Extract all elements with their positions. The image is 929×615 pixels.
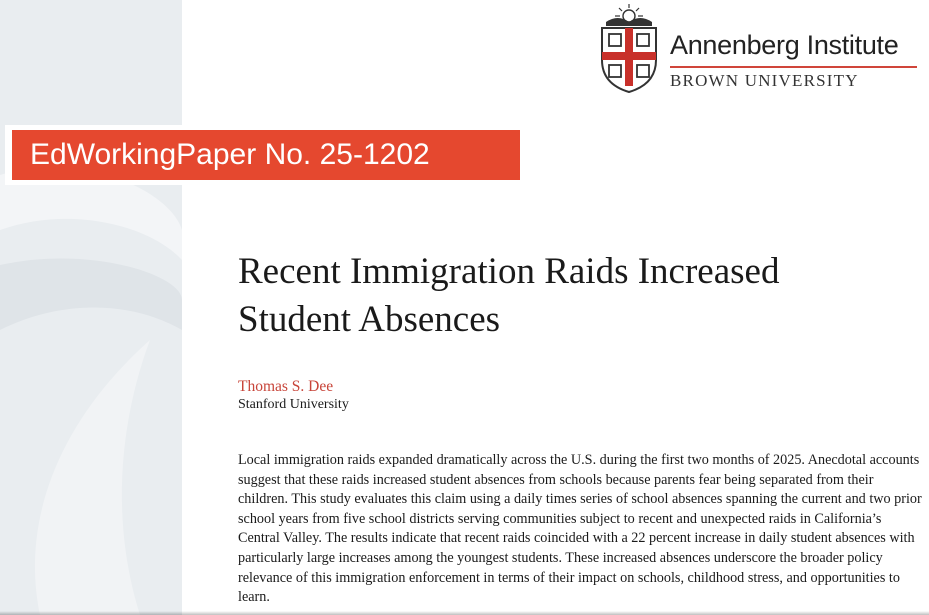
page-edge-shadow <box>0 611 929 615</box>
institute-divider <box>670 66 917 68</box>
institute-name: Annenberg Institute <box>670 30 899 60</box>
decorative-swoosh <box>0 0 182 615</box>
institute-subtitle: BROWN UNIVERSITY <box>670 71 859 90</box>
author-name: Thomas S. Dee <box>238 378 334 395</box>
abstract-text: Local immigration raids expanded dramatically across the U.S. during the first two months of 2025. Anecdotal accounts suggest that these raids increased student absences from schools because parents fear being separated from their children. This study evaluates this claim using a daily times series of school absences spanning the current and two prior school years from five school districts serving communities subject to recent and unexpected raids in California’s Central Valley. The results indicate that recent raids coincided with a 22 percent increase in daily student absences with particularly large increases among the youngest students. These increased absences underscore the broader policy relevance of this immigration enforcement in terms of their impact on schools, childhood stress, and opportunities to learn. <box>238 452 922 606</box>
author-affiliation: Stanford University <box>238 397 349 412</box>
working-paper-tag <box>5 125 520 185</box>
decorative-side-band <box>0 0 182 615</box>
brown-university-shield-icon <box>598 2 660 94</box>
paper-title: Recent Immigration Raids Increased Student Absences <box>238 251 780 340</box>
working-paper-number: EdWorkingPaper No. 25-1202 <box>12 130 520 180</box>
